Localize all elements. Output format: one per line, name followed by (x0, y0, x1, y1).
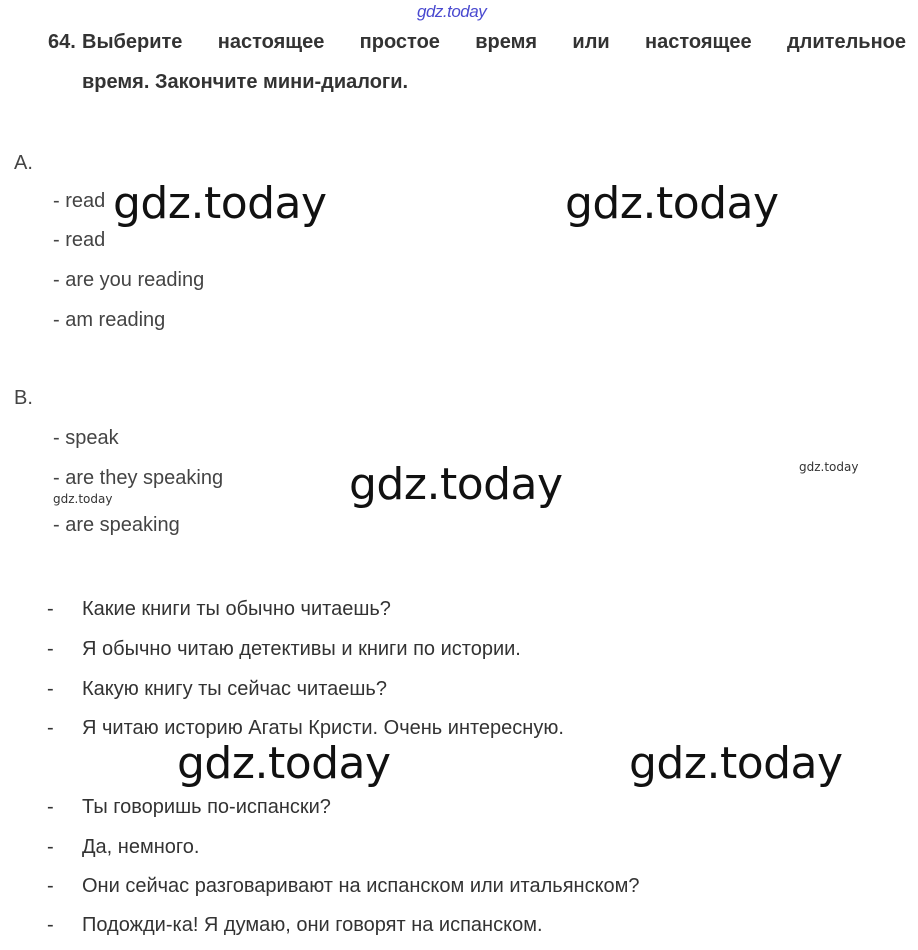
dialogue-2-line: Они сейчас разговаривают на испанском или итальянском? (82, 875, 640, 897)
exercise-heading-line1: Выберите настоящее простое время или настоящее длительное (82, 31, 906, 53)
exercise-heading-line2: время. Закончите мини-диалоги. (82, 71, 409, 93)
section-b-answer: - are speaking (53, 514, 180, 536)
watermark-big: gdz.today (565, 178, 779, 229)
dialogue-dash: - (47, 598, 54, 620)
dialogue-2-line: Да, немного. (82, 836, 200, 858)
dialogue-dash: - (47, 875, 54, 897)
watermark-small: gdz.today (53, 492, 113, 506)
section-b-answer: - speak (53, 427, 119, 449)
dialogue-1-line: Я обычно читаю детективы и книги по истории. (82, 638, 521, 660)
watermark-big: gdz.today (349, 459, 563, 510)
dialogue-1-line: Какие книги ты обычно читаешь? (82, 598, 391, 620)
watermark-big: gdz.today (113, 178, 327, 229)
dialogue-dash: - (47, 638, 54, 660)
watermark-small: gdz.today (799, 460, 859, 474)
section-b-answer: - are they speaking (53, 467, 224, 489)
section-a-label: A. (14, 152, 33, 174)
section-a-answer: - read (53, 190, 106, 212)
watermark-big: gdz.today (629, 738, 843, 789)
watermark-big: gdz.today (177, 738, 391, 789)
section-b-label: B. (14, 387, 33, 409)
dialogue-2-line: Ты говоришь по-испански? (82, 796, 331, 818)
dialogue-dash: - (47, 796, 54, 818)
dialogue-1-line: Какую книгу ты сейчас читаешь? (82, 678, 387, 700)
section-a-answer: - am reading (53, 309, 166, 331)
dialogue-dash: - (47, 678, 54, 700)
watermark-top: gdz.today (417, 2, 487, 21)
dialogue-2-line: Подожди-ка! Я думаю, они говорят на испанском. (82, 914, 543, 936)
exercise-number: 64. (48, 31, 76, 53)
section-a-answer: - read (53, 229, 106, 251)
dialogue-1-line: Я читаю историю Агаты Кристи. Очень интересную. (82, 717, 564, 739)
dialogue-dash: - (47, 836, 54, 858)
section-a-answer: - are you reading (53, 269, 205, 291)
dialogue-dash: - (47, 717, 54, 739)
dialogue-dash: - (47, 914, 54, 936)
